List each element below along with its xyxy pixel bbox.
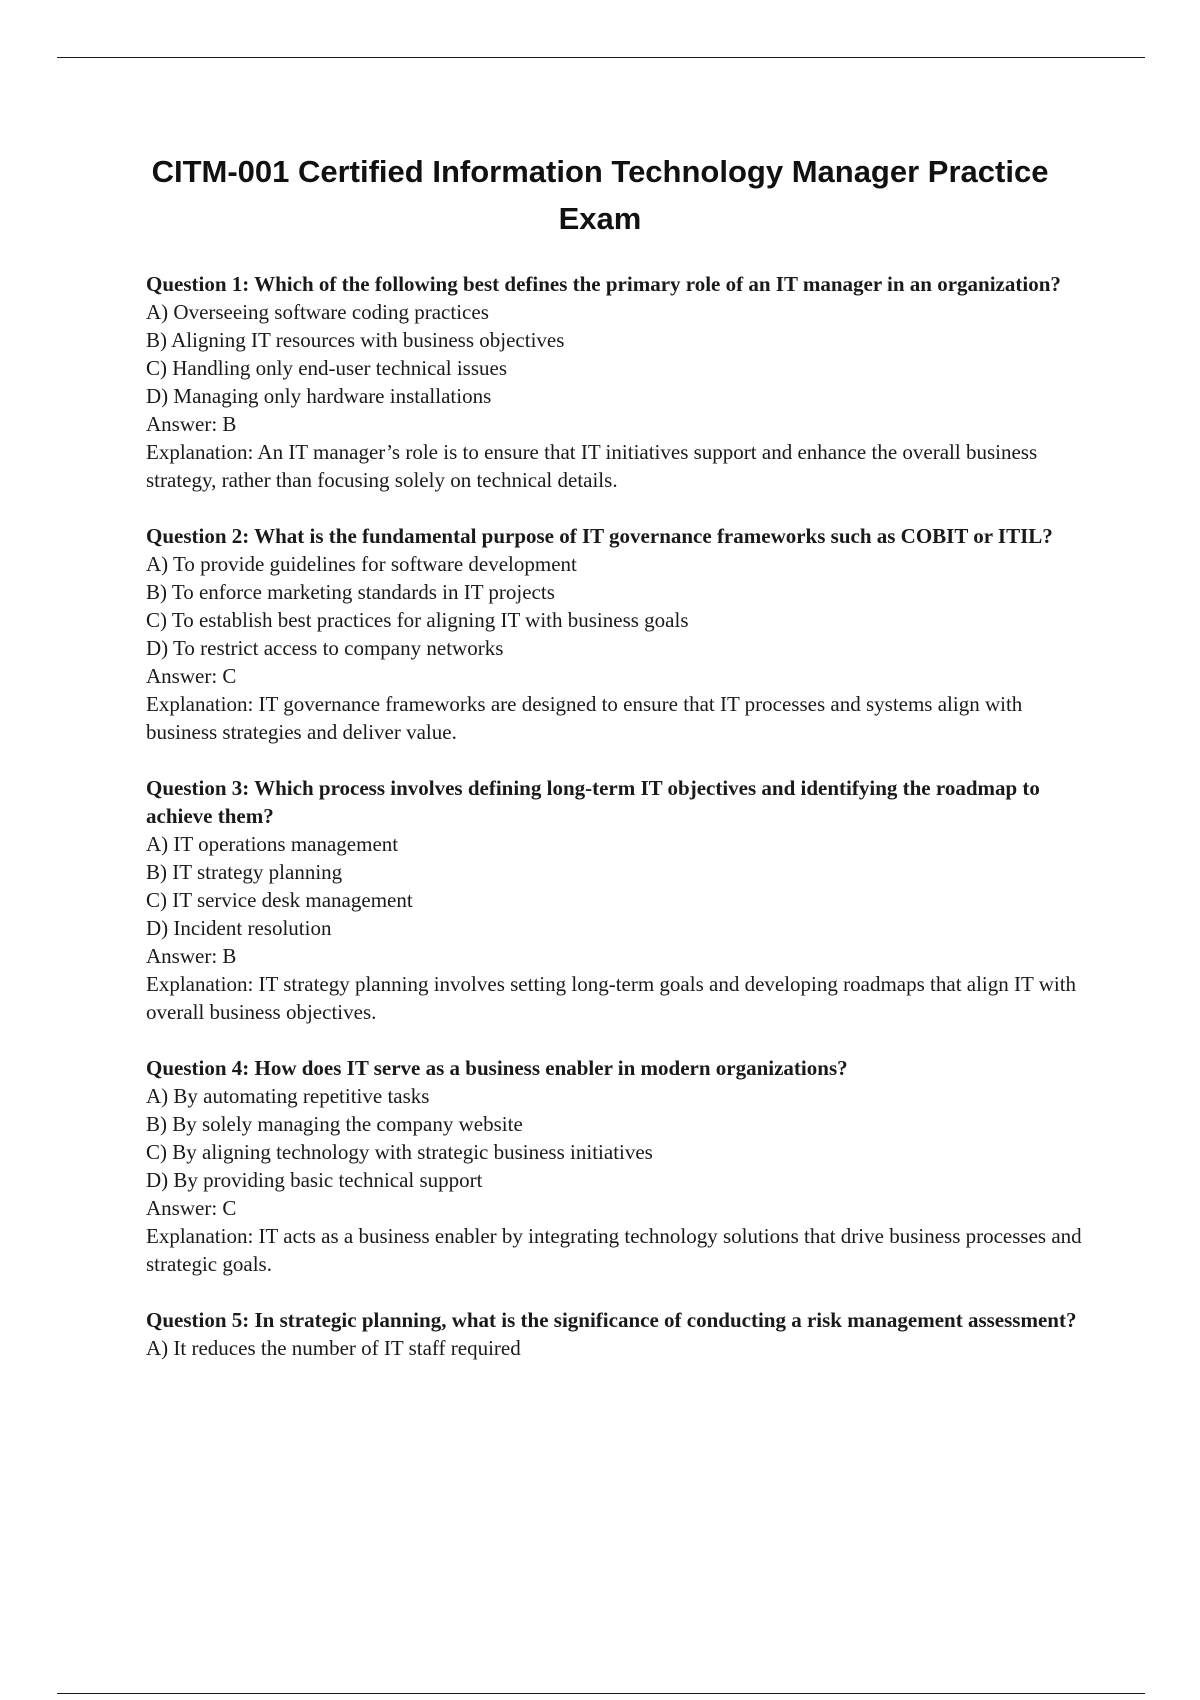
- option-a: A) To provide guidelines for software development: [146, 552, 577, 576]
- question-text: Question 2: What is the fundamental purpose of IT governance frameworks such as COBIT or ITIL?: [146, 524, 1053, 548]
- option-c: C) To establish best practices for aligning IT with business goals: [146, 608, 689, 632]
- option-c: C) By aligning technology with strategic business initiatives: [146, 1140, 653, 1164]
- option-a: A) IT operations management: [146, 832, 399, 856]
- header-rule: [57, 57, 1145, 58]
- question-text: Question 5: In strategic planning, what is the significance of conducting a risk management assessment?: [146, 1308, 1077, 1332]
- option-a: A) By automating repetitive tasks: [146, 1084, 430, 1108]
- option-d: D) By providing basic technical support: [146, 1168, 483, 1192]
- question-5: [146, 1306, 1096, 1362]
- explanation: Explanation: IT governance frameworks are designed to ensure that IT processes and systems align with business strategies and deliver value.: [146, 692, 1023, 744]
- option-c: C) IT service desk management: [146, 888, 413, 912]
- question-list: [146, 270, 1096, 1390]
- option-d: D) Incident resolution: [146, 916, 332, 940]
- question-3: [146, 774, 1096, 1026]
- answer: Answer: B: [146, 944, 237, 968]
- answer: Answer: B: [146, 412, 237, 436]
- option-b: B) IT strategy planning: [146, 860, 343, 884]
- page-title: CITM-001 Certified Information Technology Manager Practice Exam: [151, 154, 1049, 236]
- question-2: [146, 522, 1096, 746]
- question-text: Question 4: How does IT serve as a business enabler in modern organizations?: [146, 1056, 848, 1080]
- answer: Answer: C: [146, 1196, 237, 1220]
- option-d: D) To restrict access to company networks: [146, 636, 504, 660]
- option-a: A) It reduces the number of IT staff required: [146, 1336, 521, 1360]
- explanation: Explanation: An IT manager’s role is to ensure that IT initiatives support and enhance the overall business strategy, rather than focusing solely on technical details.: [146, 440, 1038, 492]
- question-text: Question 3: Which process involves defining long-term IT objectives and identifying the roadmap to achieve them?: [146, 776, 1040, 828]
- explanation: Explanation: IT strategy planning involves setting long-term goals and developing roadmaps that align IT with overall business objectives.: [146, 972, 1077, 1024]
- option-c: C) Handling only end-user technical issues: [146, 356, 507, 380]
- option-a: A) Overseeing software coding practices: [146, 300, 489, 324]
- option-d: D) Managing only hardware installations: [146, 384, 492, 408]
- option-b: B) To enforce marketing standards in IT projects: [146, 580, 555, 604]
- answer: Answer: C: [146, 664, 237, 688]
- footer-rule: [57, 1693, 1145, 1694]
- option-b: B) By solely managing the company website: [146, 1112, 523, 1136]
- question-4: [146, 1054, 1096, 1278]
- explanation: Explanation: IT acts as a business enabler by integrating technology solutions that drive business processes and strategic goals.: [146, 1224, 1082, 1276]
- question-text: Question 1: Which of the following best defines the primary role of an IT manager in an organization?: [146, 272, 1061, 296]
- question-1: [146, 270, 1096, 494]
- option-b: B) Aligning IT resources with business objectives: [146, 328, 565, 352]
